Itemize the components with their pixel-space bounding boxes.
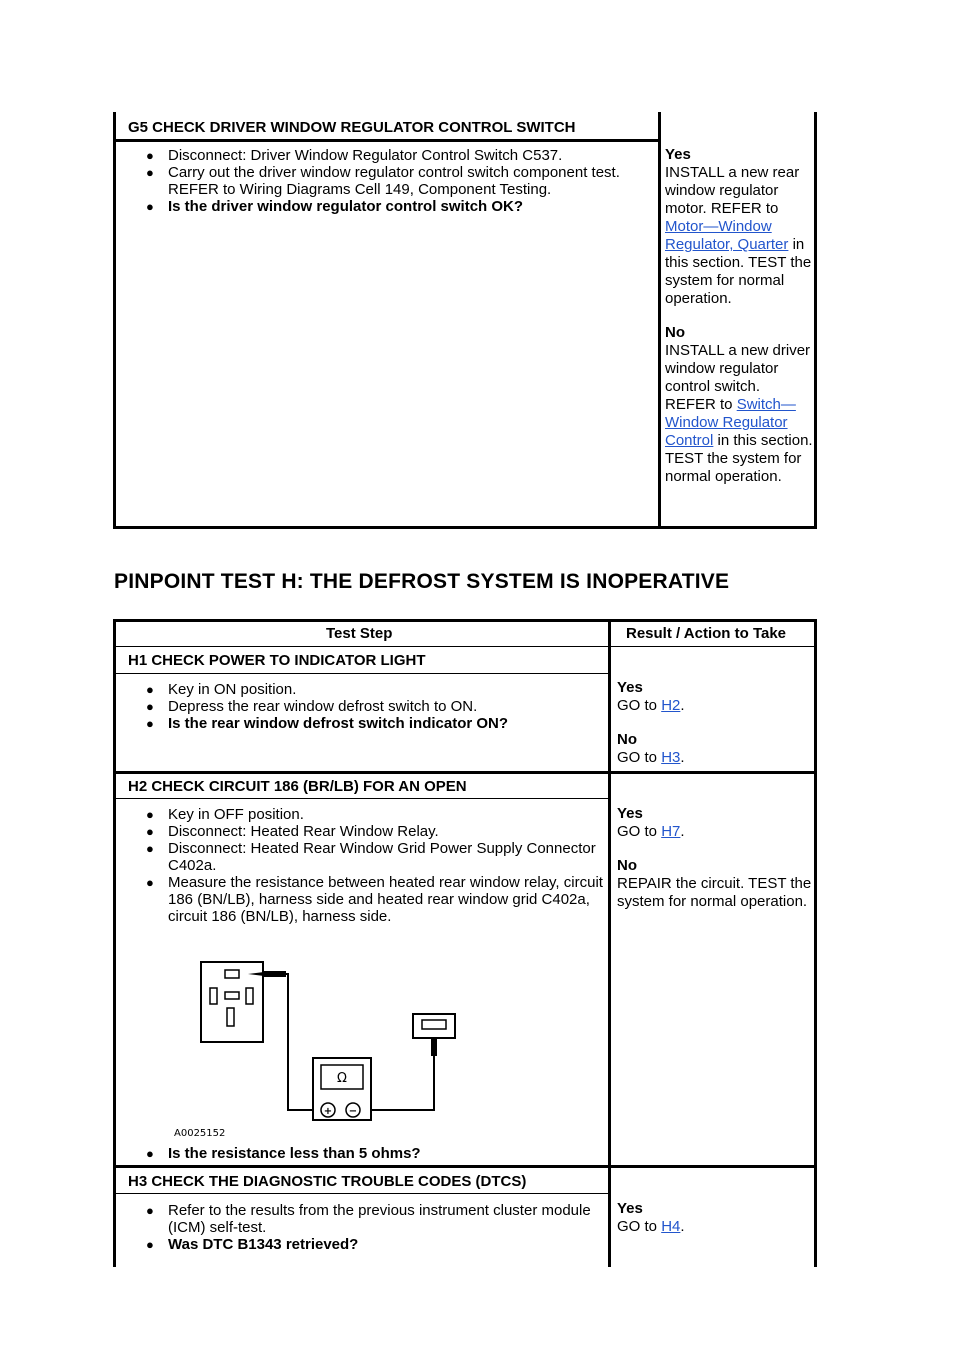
probe-left <box>264 971 286 977</box>
no-text-tail: . <box>680 749 685 766</box>
h2-step-header: H2 CHECK CIRCUIT 186 (BR/LB) FOR AN OPEN <box>128 778 467 795</box>
g5-step-list <box>146 147 658 215</box>
connector-pin <box>227 1008 234 1026</box>
ohm-symbol: Ω <box>337 1071 347 1086</box>
no-text-tail: in this section. TEST the system for normal operation. <box>665 432 813 485</box>
list-item: ● Disconnect: Driver Window Regulator Control Switch C537. <box>146 147 658 164</box>
page-title: PINPOINT TEST H: THE DEFROST SYSTEM IS INOPERATIVE <box>114 570 730 593</box>
list-item: ● Disconnect: Heated Rear Window Relay. <box>146 823 606 840</box>
list-item: ● Key in OFF position. <box>146 806 606 823</box>
h3-step-list <box>146 1202 606 1253</box>
yes-text: GO to <box>617 823 658 840</box>
h2-result <box>617 805 812 911</box>
g5-question: ● Is the driver window regulator control switch OK? <box>146 198 658 215</box>
h1-result <box>617 679 812 767</box>
h2-step-list <box>146 806 606 925</box>
list-item: ● Measure the resistance between heated rear window relay, circuit 186 (BN/LB), harness side and heated rear window grid C402a, circuit 186 (BN/LB), harness side. <box>146 874 606 925</box>
probe-right <box>431 1038 437 1056</box>
g5-result <box>665 146 813 486</box>
switch-window-regulator-link[interactable]: Switch—Window Regulator Control <box>665 396 796 449</box>
yes-text-tail: . <box>680 1218 685 1235</box>
yes-label: Yes <box>617 805 643 822</box>
yes-text: GO to <box>617 697 658 714</box>
no-text: REPAIR the circuit. TEST the system for normal operation. <box>617 875 812 910</box>
list-item: ● Key in ON position. <box>146 681 606 698</box>
no-text: GO to <box>617 749 658 766</box>
h2-question-list <box>146 1145 606 1162</box>
list-item: ● Refer to the results from the previous instrument cluster module (ICM) self-test. <box>146 1202 606 1236</box>
plus-sign: + <box>323 1106 333 1117</box>
h1-step-list <box>146 681 606 732</box>
yes-text-tail: . <box>680 823 685 840</box>
no-label: No <box>617 731 637 748</box>
h1-question: ● Is the rear window defrost switch indicator ON? <box>146 715 606 732</box>
h7-link[interactable]: H7 <box>661 823 681 840</box>
connector-pin <box>225 992 239 999</box>
resistance-measurement-diagram <box>160 950 480 1142</box>
list-item: ● Disconnect: Heated Rear Window Grid Power Supply Connector C402a. <box>146 840 606 874</box>
g5-step-header: G5 CHECK DRIVER WINDOW REGULATOR CONTROL SWITCH <box>128 119 576 136</box>
figure-id: A0025152 <box>174 1128 226 1139</box>
h3-link[interactable]: H3 <box>661 749 681 766</box>
yes-label: Yes <box>617 1200 643 1217</box>
yes-text: GO to <box>617 1218 658 1235</box>
motor-window-regulator-link[interactable]: Motor—Window Regulator, Quarter <box>665 218 789 253</box>
list-item: ● Carry out the driver window regulator control switch component test. REFER to Wiring Diagrams Cell 149, Component Testing. <box>146 164 658 198</box>
yes-label: Yes <box>617 679 643 696</box>
yes-label: Yes <box>665 146 691 163</box>
no-label: No <box>665 324 685 341</box>
yes-text: INSTALL a new rear window regulator motor. REFER to <box>665 164 800 217</box>
yes-text-tail: in this section. TEST the system for normal operation. <box>665 236 812 307</box>
h1-step-header: H1 CHECK POWER TO INDICATOR LIGHT <box>128 652 426 669</box>
h4-link[interactable]: H4 <box>661 1218 681 1235</box>
h3-question: ● Was DTC B1343 retrieved? <box>146 1236 606 1253</box>
column-header-test-step: Test Step <box>326 625 393 642</box>
h2-link[interactable]: H2 <box>661 697 681 714</box>
h2-question: ● Is the resistance less than 5 ohms? <box>146 1145 606 1162</box>
minus-sign: − <box>348 1106 358 1117</box>
h3-step-header: H3 CHECK THE DIAGNOSTIC TROUBLE CODES (DTCS) <box>128 1173 527 1190</box>
yes-text-tail: . <box>680 697 685 714</box>
h3-result <box>617 1200 812 1236</box>
connector-pin <box>210 988 217 1004</box>
no-label: No <box>617 857 637 874</box>
grid-connector-terminal <box>422 1020 446 1029</box>
no-text: INSTALL a new driver window regulator control switch. REFER to <box>665 342 811 413</box>
list-item: ● Depress the rear window defrost switch to ON. <box>146 698 606 715</box>
connector-pin <box>246 988 253 1004</box>
column-header-result: Result / Action to Take <box>626 625 787 642</box>
connector-pin <box>225 970 239 978</box>
